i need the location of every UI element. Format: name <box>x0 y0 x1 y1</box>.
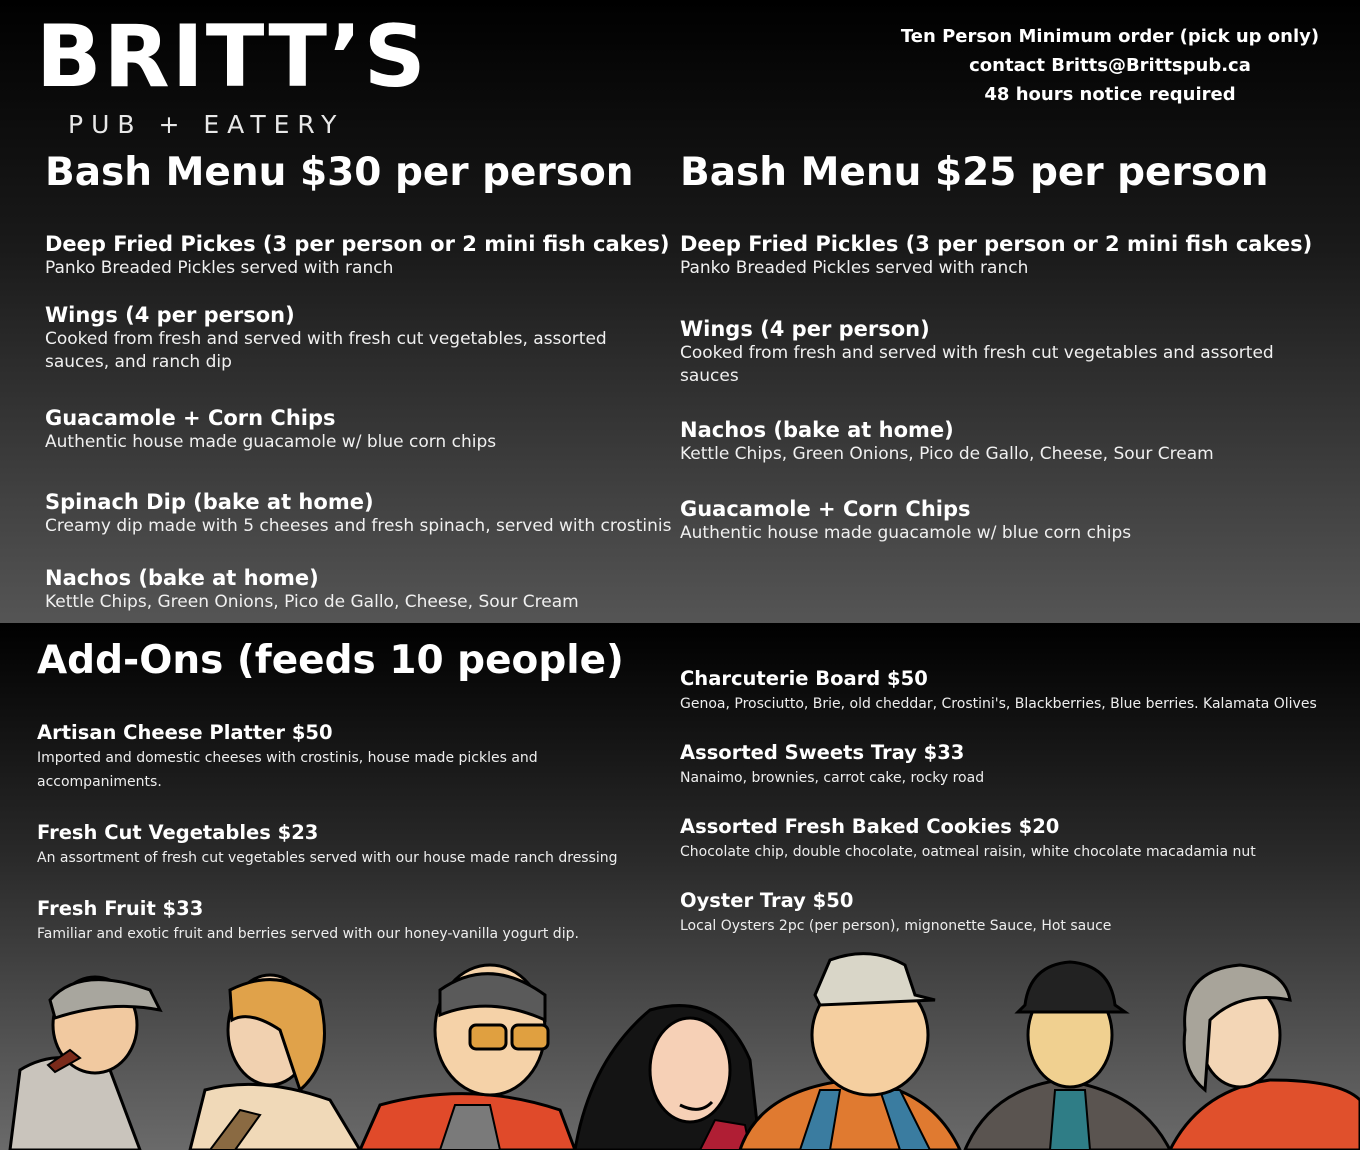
item-desc: Cooked from fresh and served with fresh cut vegetables and assorted sauces <box>680 343 1274 386</box>
patron-dark-hair <box>575 1006 760 1150</box>
menu-30-item <box>45 565 675 614</box>
item-desc: Kettle Chips, Green Onions, Pico de Gallo, Cheese, Sour Cream <box>680 444 1214 464</box>
addon-title: Assorted Sweets Tray $33 <box>680 741 965 764</box>
patron-glasses-red-jacket <box>360 965 575 1150</box>
logo-wordmark: BRITT’S <box>36 7 428 107</box>
order-notice <box>900 22 1320 109</box>
logo-tagline: PUB + EATERY <box>68 110 345 139</box>
addon-desc: Chocolate chip, double chocolate, oatmeal raisin, white chocolate macadamia nut <box>680 844 1256 860</box>
item-title: Nachos (bake at home) <box>680 418 954 442</box>
menu-25-item <box>680 417 1320 466</box>
addon-title: Artisan Cheese Platter $50 <box>37 721 333 744</box>
menu-25-item <box>680 316 1320 388</box>
patron-hat-overalls <box>740 954 960 1150</box>
notice-contact[interactable]: contact Britts@Brittspub.ca <box>969 55 1251 76</box>
item-title: Deep Fried Pickes (3 per person or 2 mini fish cakes) <box>45 232 670 256</box>
addon-desc: Nanaimo, brownies, carrot cake, rocky road <box>680 770 985 786</box>
addon-item <box>37 720 637 794</box>
addon-desc: Local Oysters 2pc (per person), mignonette Sauce, Hot sauce <box>680 918 1112 934</box>
item-desc: Creamy dip made with 5 cheeses and fresh spinach, served with crostinis <box>45 516 672 536</box>
addons-heading: Add-Ons (feeds 10 people) <box>37 638 624 683</box>
addon-item <box>37 820 657 870</box>
item-title: Wings (4 per person) <box>680 317 930 341</box>
addon-desc: An assortment of fresh cut vegetables served with our house made ranch dressing <box>37 850 618 866</box>
menu-25-heading: Bash Menu $25 per person <box>680 150 1269 195</box>
patron-auburn-hair <box>190 975 360 1150</box>
item-title: Nachos (bake at home) <box>45 566 319 590</box>
addon-item <box>37 896 657 946</box>
item-title: Wings (4 per person) <box>45 303 295 327</box>
addon-item <box>680 814 1350 864</box>
menu-30-item <box>45 302 675 374</box>
item-title: Spinach Dip (bake at home) <box>45 490 374 514</box>
item-title: Deep Fried Pickles (3 per person or 2 mini fish cakes) <box>680 232 1313 256</box>
item-title: Guacamole + Corn Chips <box>45 406 336 430</box>
patron-grey-hair <box>1170 965 1360 1150</box>
addon-title: Fresh Fruit $33 <box>37 897 204 920</box>
menu-25-item <box>680 231 1320 280</box>
item-desc: Kettle Chips, Green Onions, Pico de Gallo, Cheese, Sour Cream <box>45 592 579 612</box>
addon-title: Fresh Cut Vegetables $23 <box>37 821 319 844</box>
addon-desc: Genoa, Prosciutto, Brie, old cheddar, Crostini's, Blackberries, Blue berries. Kalamata Olives <box>680 696 1317 712</box>
item-desc: Panko Breaded Pickles served with ranch <box>45 258 394 278</box>
addon-title: Assorted Fresh Baked Cookies $20 <box>680 815 1060 838</box>
item-desc: Cooked from fresh and served with fresh cut vegetables, assorted sauces, and ranch dip <box>45 329 607 372</box>
item-desc: Panko Breaded Pickles served with ranch <box>680 258 1029 278</box>
item-title: Guacamole + Corn Chips <box>680 497 971 521</box>
addon-item <box>680 666 1350 716</box>
notice-minimum: Ten Person Minimum order (pick up only) <box>900 26 1320 47</box>
patron-cap-pipe <box>10 977 160 1150</box>
menu-30-heading: Bash Menu $30 per person <box>45 150 634 195</box>
addon-title: Charcuterie Board $50 <box>680 667 928 690</box>
patron-bowler-hat <box>965 962 1170 1150</box>
menu-30-item <box>45 231 675 280</box>
menu-30-item <box>45 405 675 454</box>
item-desc: Authentic house made guacamole w/ blue corn chips <box>680 523 1132 543</box>
addon-item <box>680 888 1350 938</box>
addon-title: Oyster Tray $50 <box>680 889 854 912</box>
notice-lead-time: 48 hours notice required <box>984 84 1236 105</box>
addon-item <box>680 740 1350 790</box>
addon-desc: Familiar and exotic fruit and berries served with our honey-vanilla yogurt dip. <box>37 926 579 942</box>
item-desc: Authentic house made guacamole w/ blue corn chips <box>45 432 497 452</box>
pub-patrons-illustration <box>0 940 1360 1150</box>
menu-30-item <box>45 489 675 538</box>
menu-25-item <box>680 496 1320 545</box>
addon-desc: Imported and domestic cheeses with crostinis, house made pickles and accompaniments. <box>37 750 538 790</box>
